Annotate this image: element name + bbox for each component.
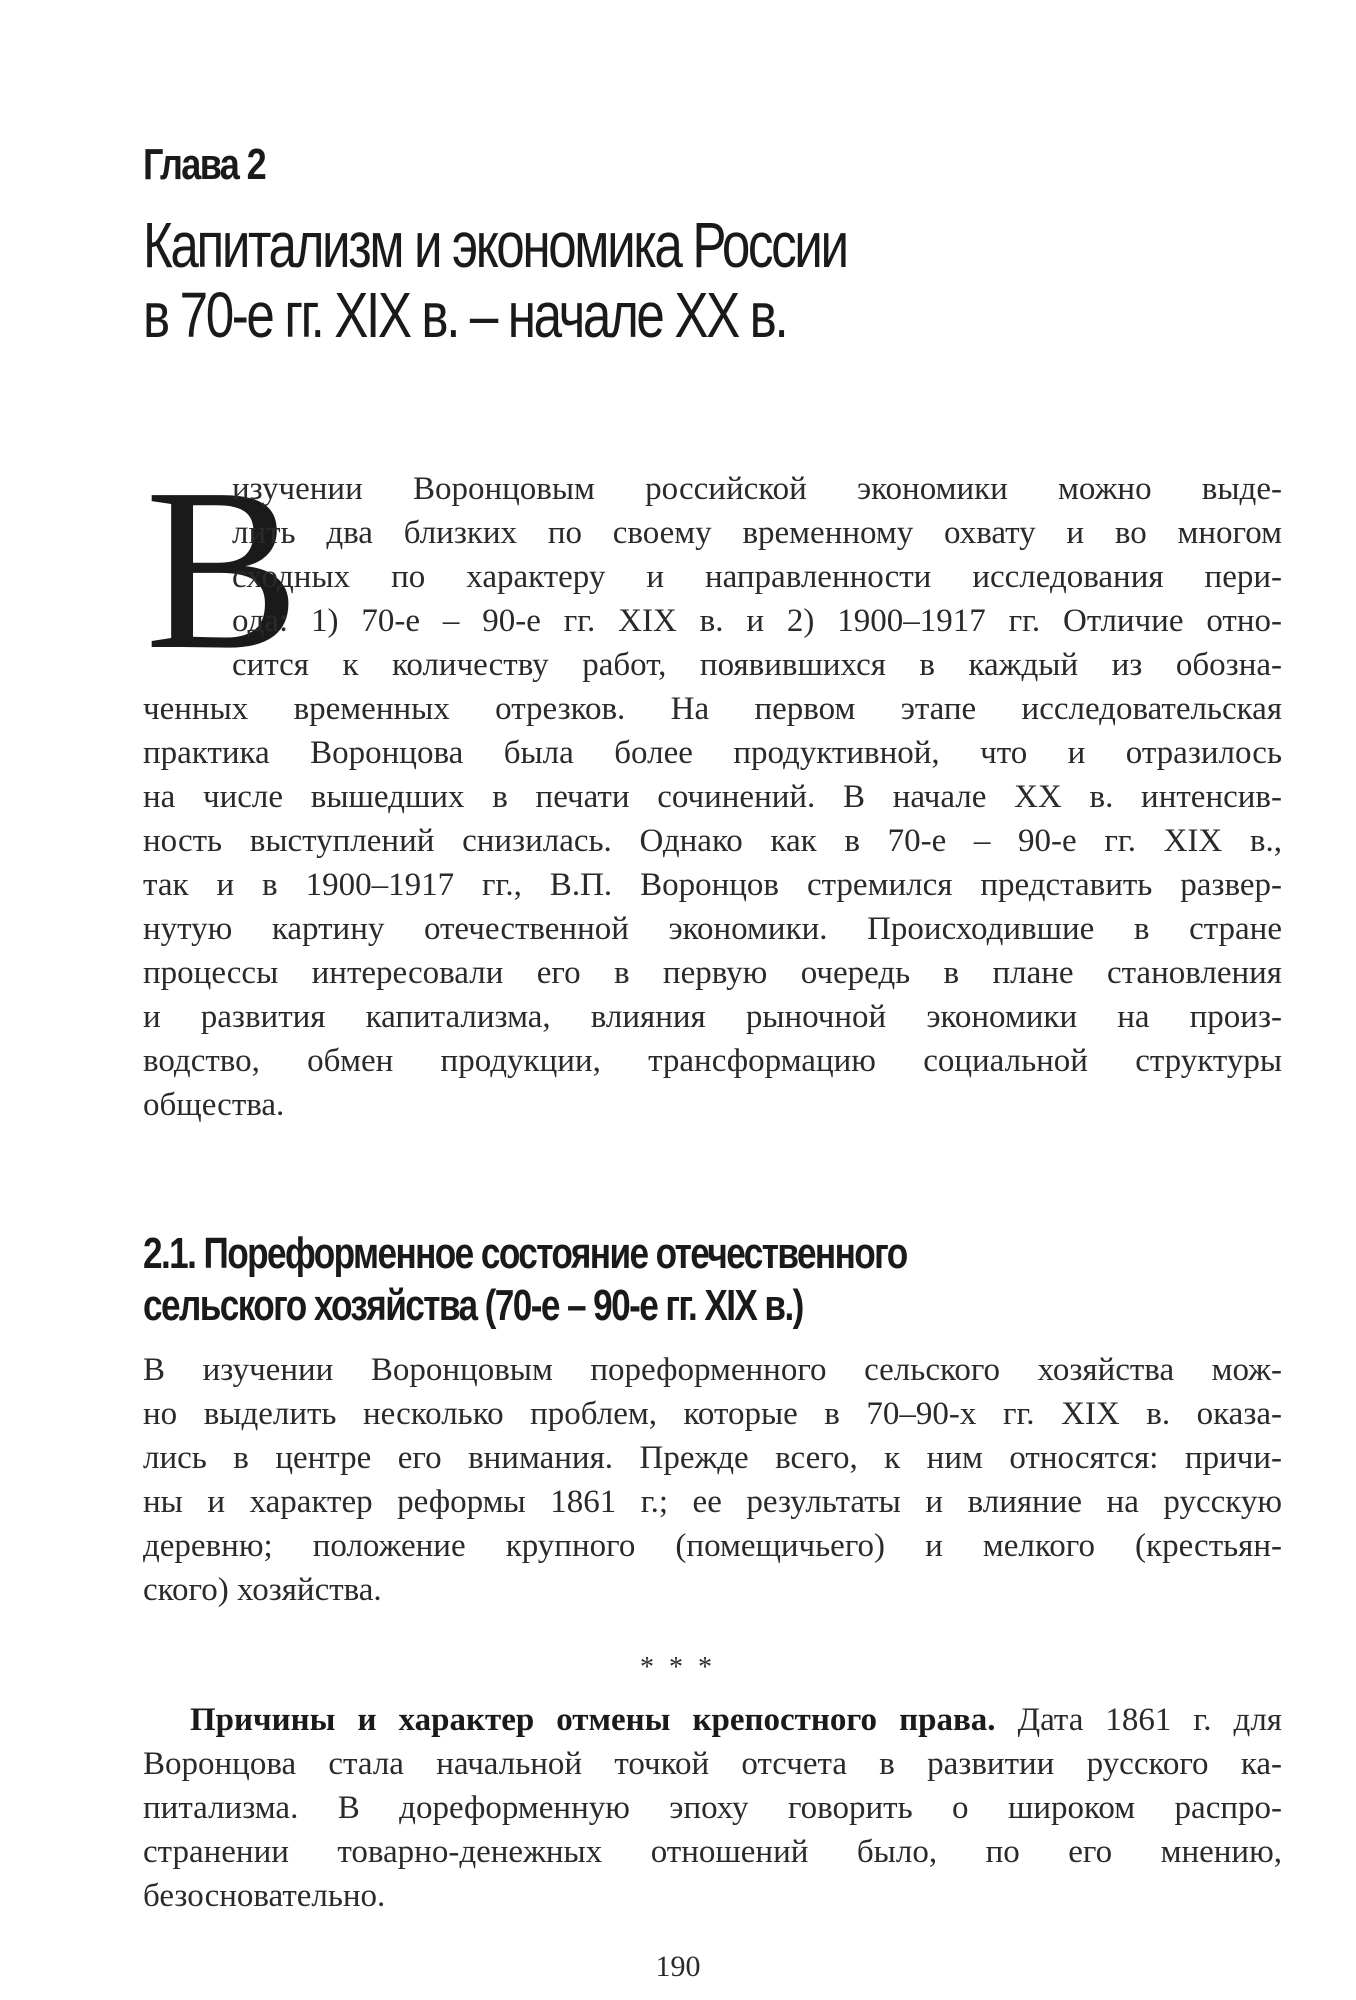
paragraph-line: странении товарно-денежных отношений было, по его мнению,	[143, 1834, 1282, 1870]
paragraph-line: общества.	[143, 1087, 285, 1123]
paragraph-line: Воронцова стала начальной точкой отсчета в развитии русского ка-	[143, 1746, 1282, 1782]
paragraph-line: лить два близких по своему временному охвату и во многом	[232, 515, 1282, 551]
run-in-continuation: Дата 1861 г. для	[995, 1702, 1282, 1738]
paragraph-line: ченных временных отрезков. На первом этапе исследовательская	[143, 691, 1282, 727]
paragraph-line: лись в центре его внимания. Прежде всего, к ним относятся: причи-	[143, 1440, 1282, 1476]
paragraph-line: изучении Воронцовым российской экономики можно выде-	[232, 471, 1282, 507]
paragraph-line: процессы интересовали его в первую очередь в плане становления	[143, 955, 1282, 991]
paragraph-line: но выделить несколько проблем, которые в 70–90-х гг. XIX в. оказа-	[143, 1396, 1282, 1432]
paragraph-line: на числе вышедших в печати сочинений. В начале XX в. интенсив-	[143, 779, 1282, 815]
paragraph-line: и развития капитализма, влияния рыночной экономики на произ-	[143, 999, 1282, 1035]
chapter-title-line: в 70-е гг. XIX в. – начале XX в.	[143, 279, 787, 351]
section-heading	[143, 1228, 907, 1332]
paragraph-line: ского) хозяйства.	[143, 1572, 382, 1608]
chapter-label: Глава 2	[143, 140, 266, 189]
paragraph-line: нутую картину отечественной экономики. Происходившие в стране	[143, 911, 1282, 947]
paragraph-line: В изучении Воронцовым пореформенного сельского хозяйства мож-	[143, 1352, 1282, 1388]
drop-cap: В	[145, 441, 300, 698]
section-heading-line: 2.1. Пореформенное состояние отечественного	[143, 1229, 907, 1278]
run-in-heading: Причины и характер отмены крепостного права.	[190, 1702, 996, 1738]
chapter-title	[143, 210, 847, 350]
paragraph-line: деревню; положение крупного (помещичьего) и мелкого (крестьян-	[143, 1528, 1282, 1564]
paragraph-line: сится к количеству работ, появившихся в каждый из обозна-	[232, 647, 1282, 683]
page-number: 190	[655, 1950, 701, 1983]
paragraph-line: ода: 1) 70-е – 90-е гг. XIX в. и 2) 1900–1917 гг. Отличие отно-	[232, 603, 1282, 639]
chapter-title-line: Капитализм и экономика России	[143, 209, 847, 281]
section-heading-line: сельского хозяйства (70-е – 90-е гг. XIX в.)	[143, 1281, 803, 1330]
paragraph-line: так и в 1900–1917 гг., В.П. Воронцов стремился представить развер-	[143, 867, 1282, 903]
paragraph-line: питализма. В дореформенную эпоху говорить о широком распро-	[143, 1790, 1282, 1826]
paragraph-line: ность выступлений снизилась. Однако как в 70-е – 90-е гг. XIX в.,	[143, 823, 1282, 859]
paragraph-line	[190, 1698, 1282, 1742]
section-separator: * * *	[640, 1652, 716, 1683]
paragraph-line: ны и характер реформы 1861 г.; ее результаты и влияние на русскую	[143, 1484, 1282, 1520]
paragraph-line: безосновательно.	[143, 1878, 386, 1914]
paragraph-line: сходных по характеру и направленности исследования пери-	[232, 559, 1282, 595]
paragraph-line: водство, обмен продукции, трансформацию социальной структуры	[143, 1043, 1282, 1079]
paragraph-line: практика Воронцова была более продуктивной, что и отразилось	[143, 735, 1282, 771]
